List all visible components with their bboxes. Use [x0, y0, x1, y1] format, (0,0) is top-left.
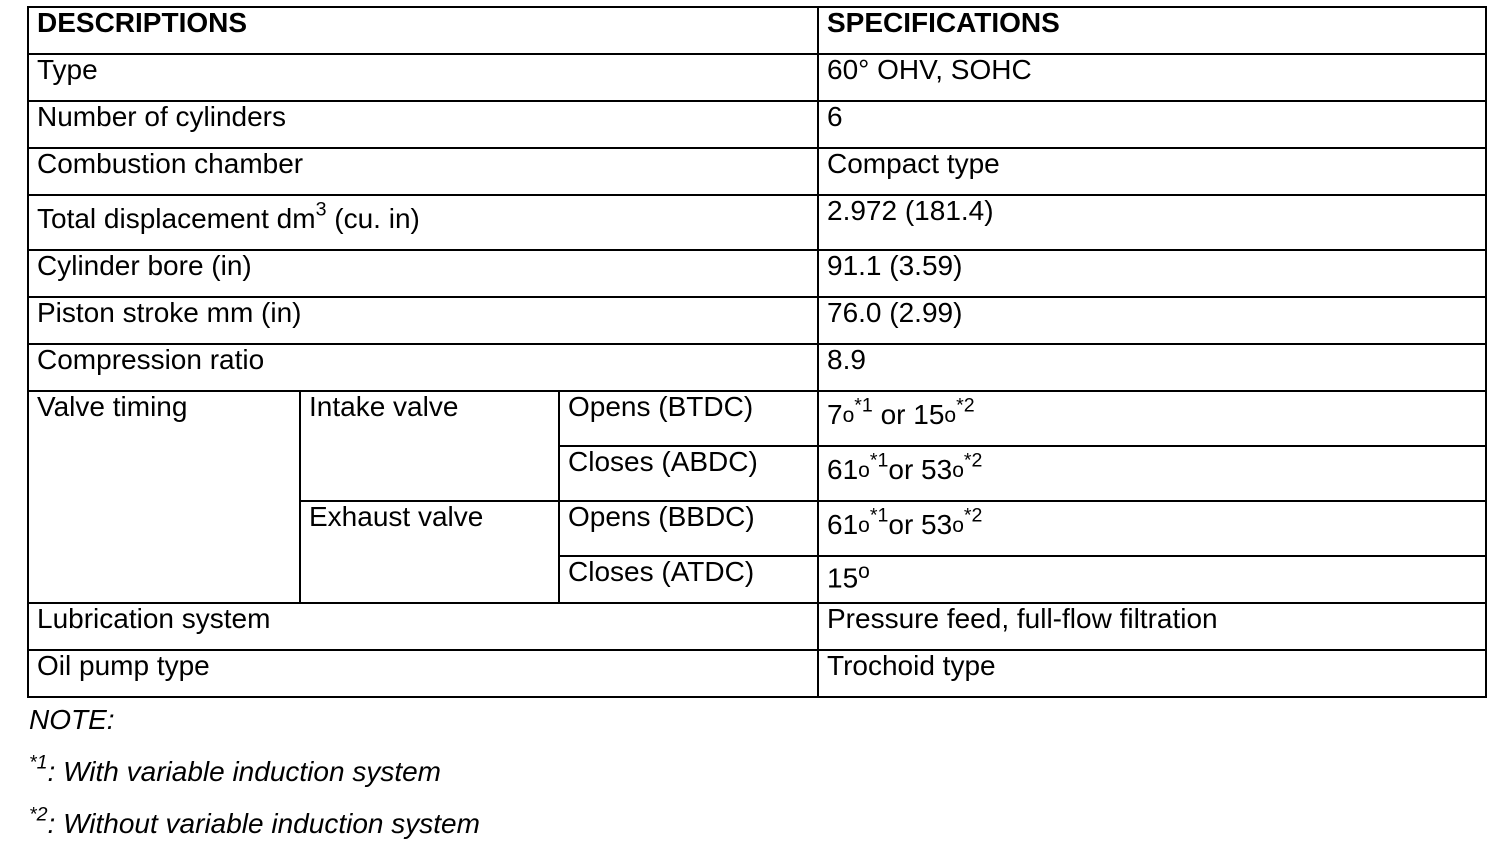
intake-opens-value — [818, 391, 1486, 446]
row-value: 8.9 — [818, 344, 1486, 391]
row-label: Oil pump type — [28, 650, 818, 697]
footnote-ref: *2 — [963, 449, 983, 472]
footnote-ref: *1 — [854, 394, 873, 417]
row-label: Compression ratio — [28, 344, 818, 391]
table-row — [28, 54, 1486, 101]
row-value: 6 — [818, 101, 1486, 148]
intake-closes-label: Closes (ABDC) — [559, 446, 818, 501]
intake-valve-label: Intake valve — [300, 391, 559, 501]
note-1-mark: *1 — [29, 751, 48, 774]
value-part: or 53 — [888, 509, 953, 540]
value-part: 61 — [827, 509, 859, 540]
value-part: or 53 — [888, 454, 953, 485]
degree-mark: o — [952, 513, 964, 537]
row-label — [28, 195, 818, 250]
row-value: 91.1 (3.59) — [818, 250, 1486, 297]
table-row — [28, 195, 1486, 250]
footnote-ref: *1 — [869, 449, 889, 472]
exhaust-opens-label: Opens (BBDC) — [559, 501, 818, 556]
note-2-text: : Without variable induction system — [47, 808, 480, 839]
footnote-ref: *1 — [869, 504, 889, 527]
note-1 — [29, 751, 480, 809]
header-specifications: SPECIFICATIONS — [818, 7, 1486, 54]
degree-mark: o — [944, 403, 957, 427]
row-label: Piston stroke mm (in) — [28, 297, 818, 344]
degree-mark: o — [858, 458, 870, 482]
row-value: 76.0 (2.99) — [818, 297, 1486, 344]
row-value: 60° OHV, SOHC — [818, 54, 1486, 101]
row-label: Combustion chamber — [28, 148, 818, 195]
note-2 — [29, 803, 480, 861]
header-row — [28, 7, 1486, 54]
note-1-text: : With variable induction system — [47, 756, 441, 787]
value-part: 7 — [827, 399, 843, 430]
notes-section — [29, 705, 480, 861]
note-title: NOTE: — [29, 704, 115, 735]
value-part: 15 — [827, 562, 859, 594]
exhaust-opens-value — [818, 501, 1486, 556]
displacement-label: Total displacement dm — [37, 203, 316, 234]
table-row — [28, 391, 1486, 446]
specifications-table — [27, 6, 1487, 698]
degree-mark: o — [858, 513, 870, 537]
intake-closes-value — [818, 446, 1486, 501]
row-value: Trochoid type — [818, 650, 1486, 697]
exhaust-closes-value — [818, 556, 1486, 603]
table-row — [28, 148, 1486, 195]
row-label: Cylinder bore (in) — [28, 250, 818, 297]
intake-opens-label: Opens (BTDC) — [559, 391, 818, 446]
table-row — [28, 650, 1486, 697]
table-row — [28, 101, 1486, 148]
degree-mark: o — [858, 560, 870, 583]
row-value: Pressure feed, full-flow filtration — [818, 603, 1486, 650]
degree-mark: o — [952, 458, 964, 482]
degree-mark: o — [842, 403, 855, 427]
valve-timing-label: Valve timing — [28, 391, 300, 603]
row-label: Lubrication system — [28, 603, 818, 650]
value-part: 61 — [827, 454, 859, 485]
table-row — [28, 297, 1486, 344]
cubic-superscript: 3 — [315, 198, 327, 221]
header-descriptions: DESCRIPTIONS — [28, 7, 818, 54]
note-2-mark: *2 — [29, 803, 48, 826]
row-value: 2.972 (181.4) — [818, 195, 1486, 250]
value-part: or 15 — [872, 399, 945, 430]
table-row — [28, 603, 1486, 650]
footnote-ref: *2 — [956, 394, 975, 417]
displacement-unit: (cu. in) — [326, 203, 420, 234]
exhaust-valve-label: Exhaust valve — [300, 501, 559, 603]
row-label: Type — [28, 54, 818, 101]
row-label: Number of cylinders — [28, 101, 818, 148]
row-value: Compact type — [818, 148, 1486, 195]
exhaust-closes-label: Closes (ATDC) — [559, 556, 818, 603]
table-row — [28, 344, 1486, 391]
table-row — [28, 250, 1486, 297]
footnote-ref: *2 — [963, 504, 983, 527]
